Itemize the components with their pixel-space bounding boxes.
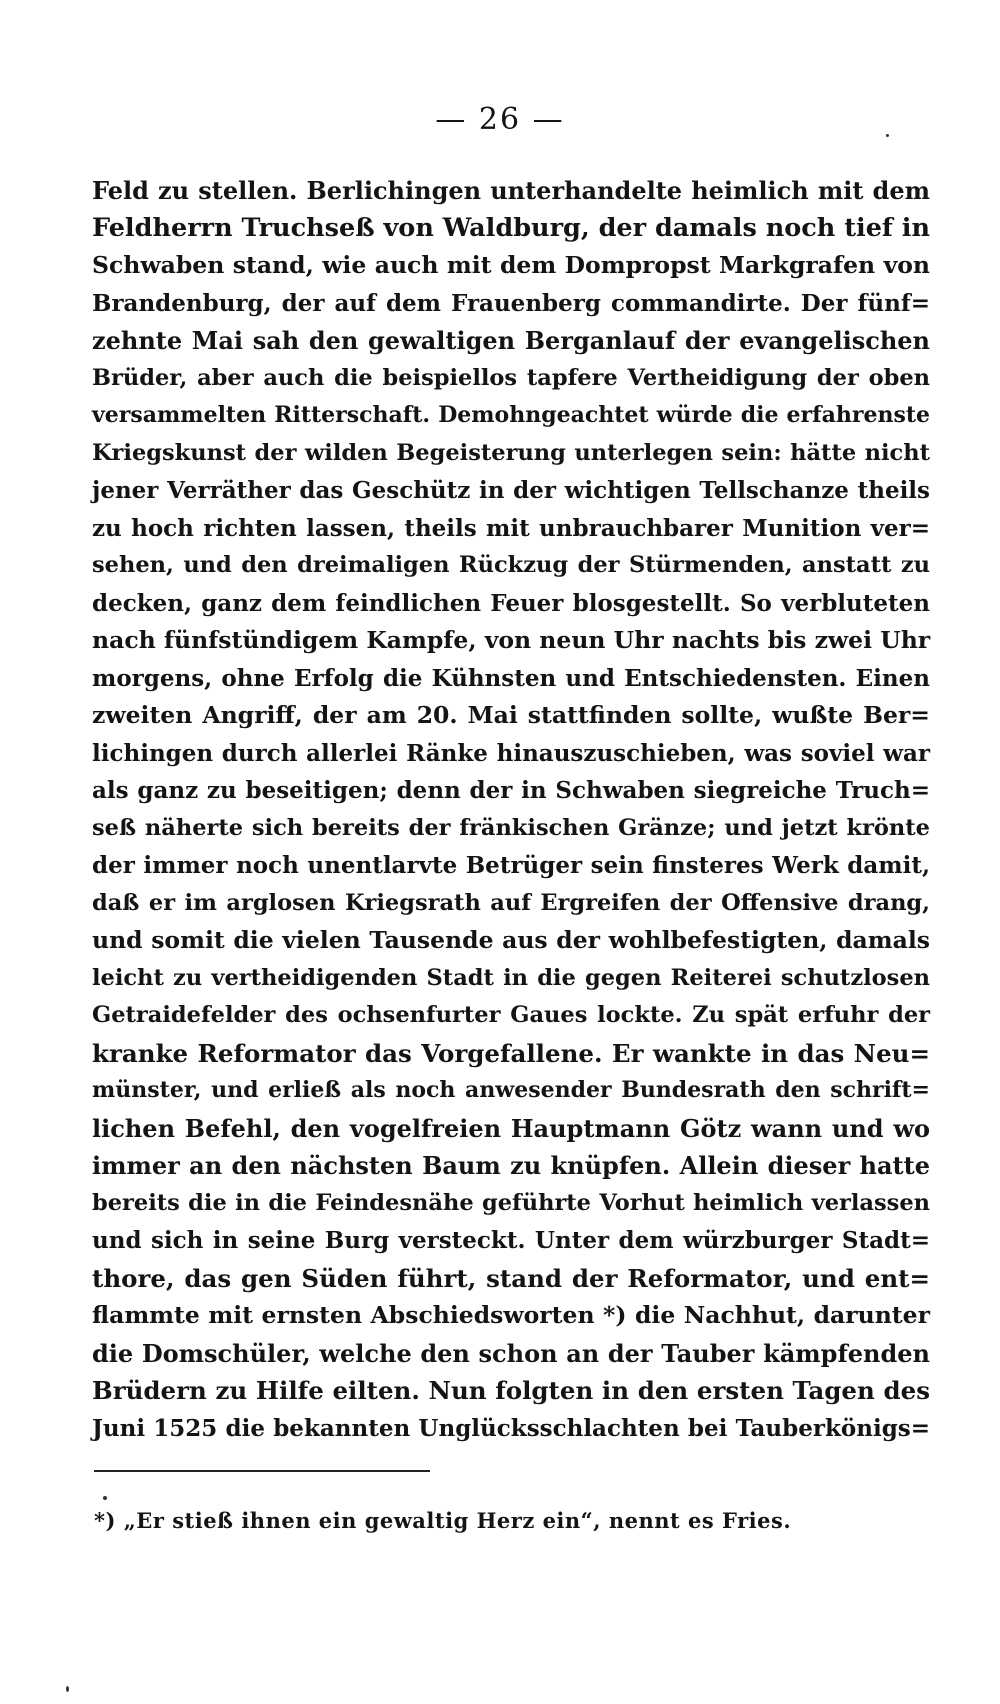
text-line: Getraidefelder des ochsenfurter Gaues lockte. Zu spät erfuhr der — [92, 1002, 930, 1028]
text-line: decken, ganz dem feindlichen Feuer blosgestellt. So verbluteten — [92, 589, 930, 617]
text-line: jener Verräther das Geschütz in der wichtigen Tellschanze theils — [92, 477, 930, 504]
text-line: flammte mit ernsten Abschiedsworten *) die Nachhut, darunter — [92, 1301, 930, 1329]
text-line: versammelten Ritterschaft. Demohngeachtet würde die erfahrenste — [92, 402, 930, 428]
text-line: lichingen durch allerlei Ränke hinauszuschieben, was soviel war — [92, 739, 930, 767]
text-line: seß näherte sich bereits der fränkischen Gränze; und jetzt krönte — [92, 814, 930, 841]
text-line: der immer noch unentlarvte Betrüger sein finsteres Werk damit, — [92, 852, 930, 879]
text-line: und somit die vielen Tausende aus der wohlbefestigten, damals — [92, 926, 930, 954]
text-line: kranke Reformator das Vorgefallene. Er wankte in das Neu= — [92, 1038, 930, 1068]
text-line: als ganz zu beseitigen; denn der in Schwaben siegreiche Truch= — [92, 777, 930, 804]
text-line: nach fünfstündigem Kampfe, von neun Uhr nachts bis zwei Uhr — [92, 626, 931, 654]
text-line: lichen Befehl, den vogelfreien Hauptmann Götz wann und wo — [92, 1113, 930, 1143]
text-line: sehen, und den dreimaligen Rückzug der Stürmenden, anstatt zu — [92, 552, 930, 578]
text-line: Juni 1525 die bekannten Unglücksschlachten bei Tauberkönigs= — [92, 1414, 930, 1442]
text-line: morgens, ohne Erfolg die Kühnsten und Entschiedensten. Einen — [92, 664, 930, 692]
text-line: thore, das gen Süden führt, stand der Reformator, und ent= — [92, 1263, 930, 1293]
ink-speck — [886, 134, 889, 137]
text-line: leicht zu vertheidigenden Stadt in die gegen Reiterei schutzlosen — [92, 964, 930, 991]
text-line: bereits die in die Feindesnähe geführte Vorhut heimlich verlassen — [92, 1189, 930, 1216]
text-line: münster, und erließ als noch anwesender Bundesrath den schrift= — [92, 1077, 930, 1103]
footnote-divider — [94, 1470, 430, 1472]
text-line: Brüdern zu Hilfe eilten. Nun folgten in den ersten Tagen des — [92, 1376, 930, 1405]
body-text — [92, 172, 930, 1447]
text-line: immer an den nächsten Baum zu knüpfen. Allein dieser hatte — [92, 1151, 930, 1180]
text-line: und sich in seine Burg versteckt. Unter dem würzburger Stadt= — [92, 1227, 930, 1254]
ink-speck — [103, 1496, 107, 1500]
text-line: Schwaben stand, wie auch mit dem Dompropst Markgrafen von — [92, 251, 930, 279]
text-line: Kriegskunst der wilden Begeisterung unterlegen sein: hätte nicht — [92, 439, 930, 466]
text-line: Feldherrn Truchseß von Waldburg, der damals noch tief in — [92, 212, 930, 243]
text-line: Feld zu stellen. Berlichingen unterhandelte heimlich mit dem — [92, 176, 930, 205]
text-line: Brandenburg, der auf dem Frauenberg commandirte. Der fünf= — [92, 289, 930, 317]
page-number: — 26 — — [435, 102, 565, 137]
text-line: die Domschüler, welche den schon an der Tauber kämpfenden — [92, 1338, 930, 1368]
text-line: zu hoch richten lassen, theils mit unbrauchbarer Munition ver= — [92, 514, 930, 542]
text-line: Brüder, aber auch die beispiellos tapfere Vertheidigung der oben — [92, 364, 930, 391]
text-line: zehnte Mai sah den gewaltigen Berganlauf der evangelischen — [92, 326, 930, 355]
text-line: zweiten Angriff, der am 20. Mai stattfinden sollte, wußte Ber= — [92, 701, 930, 729]
ink-speck — [66, 1686, 69, 1692]
footnote: *) „Er stieß ihnen ein gewaltig Herz ein“, nennt es Fries. — [94, 1508, 792, 1533]
text-line: daß er im arglosen Kriegsrath auf Ergreifen der Offensive drang, — [92, 889, 930, 916]
